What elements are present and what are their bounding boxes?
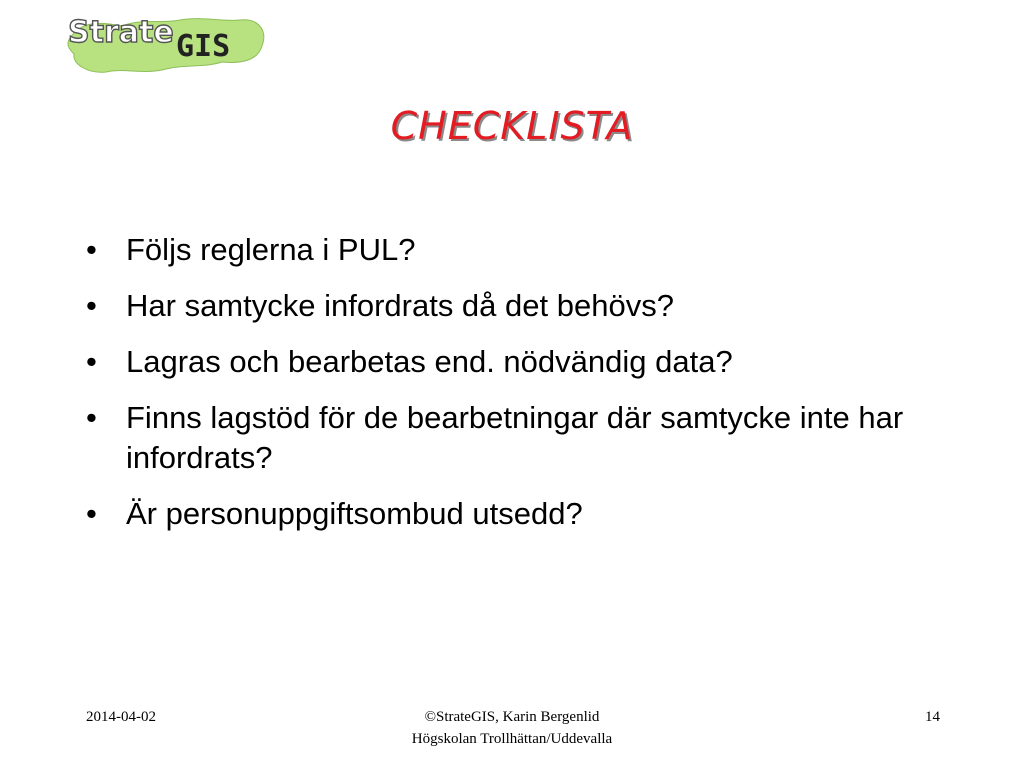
slide-title: CHECKLISTA (390, 104, 634, 148)
bullet-item (86, 230, 966, 270)
footer-copyright (0, 706, 1024, 750)
bullet-text: Finns lagstöd för de bearbetningar där samtycke inte har infordrats? (126, 400, 904, 475)
footer-copyright-line2: Högskolan Trollhättan/Uddevalla (411, 731, 613, 747)
bullet-text: Är personuppgiftsombud utsedd? (126, 496, 583, 531)
logo-text-gis: GIS (176, 29, 231, 64)
bullet-dot: • (86, 496, 97, 531)
footer-page-number: 14 (925, 709, 940, 725)
footer-date: 2014-04-02 (86, 709, 156, 725)
checklist-bullets (86, 230, 966, 550)
bullet-item (86, 494, 966, 534)
bullet-dot: • (86, 344, 97, 379)
bullet-dot: • (86, 288, 97, 323)
bullet-text: Har samtycke infordrats då det behövs? (126, 288, 674, 323)
footer-copyright-line1: ©StrateGIS, Karin Bergenlid (424, 709, 600, 725)
bullet-text: Lagras och bearbetas end. nödvändig data? (126, 344, 733, 379)
logo-text-strate: Strate (68, 15, 174, 50)
bullet-item (86, 286, 966, 326)
bullet-item (86, 342, 966, 382)
bullet-dot: • (86, 232, 97, 267)
bullet-dot: • (86, 400, 97, 435)
bullet-item (86, 398, 966, 478)
strategis-logo (62, 8, 272, 80)
bullet-text: Följs reglerna i PUL? (126, 232, 416, 267)
